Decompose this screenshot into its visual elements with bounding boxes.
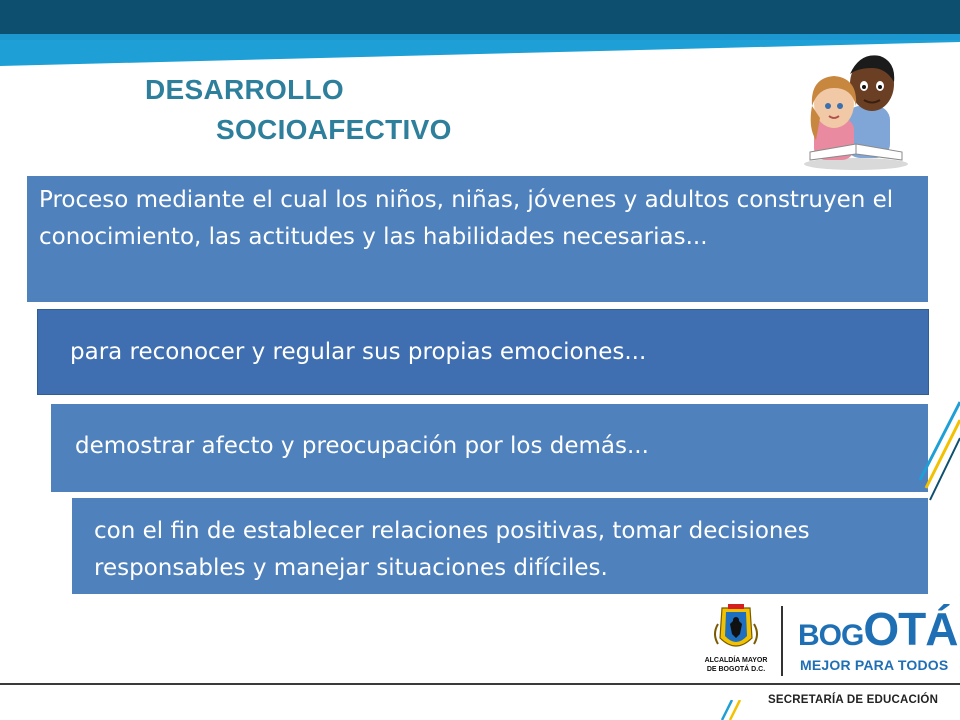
secretaria-label: SECRETARÍA DE EDUCACIÓN: [768, 694, 939, 706]
bogota-logo-suffix: OTÁ: [863, 603, 958, 655]
slide-title-line1: DESARROLLO: [145, 74, 344, 105]
bogota-coat-of-arms-icon: [708, 604, 764, 656]
bogota-logo-prefix: BOG: [798, 619, 864, 652]
slide-title-line2: SOCIOAFECTIVO: [216, 114, 452, 145]
bogota-tagline: MEJOR PARA TODOS: [800, 657, 949, 673]
alcaldia-label: [688, 656, 784, 674]
footer-divider: [0, 683, 960, 685]
decorative-stripes: [900, 380, 960, 510]
logo-divider: [781, 606, 783, 676]
affection-box: demostrar afecto y preocupación por los demás...: [51, 404, 928, 492]
emotions-box: para reconocer y regular sus propias emociones...: [37, 309, 929, 395]
bottom-stripes: [712, 700, 752, 720]
children-reading-illustration: [800, 48, 912, 172]
alcaldia-line2: DE BOGOTÁ D.C.: [706, 666, 766, 673]
relationships-box: con el fin de establecer relaciones positivas, tomar decisiones responsables y manejar situaciones difíciles.: [72, 498, 928, 594]
definition-box: Proceso mediante el cual los niños, niñas, jóvenes y adultos construyen el conocimiento, las actitudes y las habilidades necesarias...: [27, 176, 928, 302]
alcaldia-line1: ALCALDÍA MAYOR: [704, 657, 768, 664]
bogota-logo: [798, 603, 958, 663]
